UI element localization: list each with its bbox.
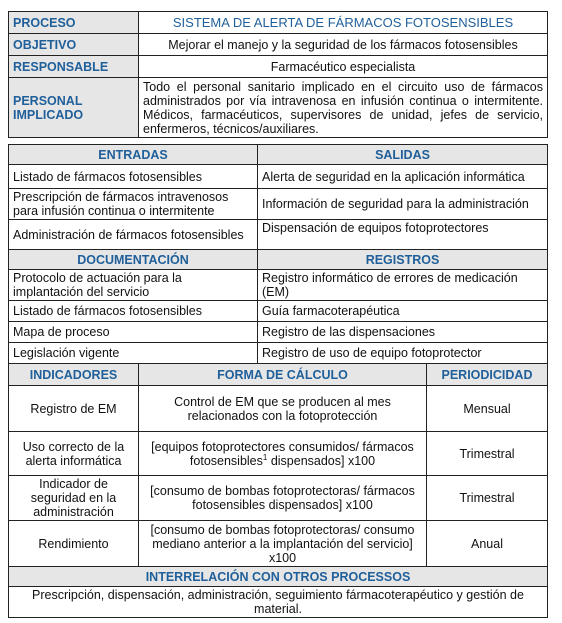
indicador-calculo bbox=[139, 432, 427, 476]
interrelacion-header: INTERRELACIÓN CON OTROS PROCESSOS bbox=[9, 567, 548, 587]
registro-item: Registro de las dispensaciones bbox=[258, 322, 548, 343]
indicador-calculo bbox=[139, 476, 427, 521]
process-table bbox=[8, 11, 548, 618]
proceso-label: PROCESO bbox=[9, 12, 139, 34]
row-responsable bbox=[9, 56, 548, 78]
indicador-calculo bbox=[139, 386, 427, 432]
entrada-item: Prescripción de fármacos intravenosos para infusión continua o intermitente bbox=[9, 189, 258, 220]
calculo-text: [equipos fotoprotectores consumidos/ fármacos fotosensibles bbox=[151, 439, 414, 468]
documentacion-item: Listado de fármacos fotosensibles bbox=[9, 301, 258, 322]
registro-item: Registro de uso de equipo fotoprotector bbox=[258, 343, 548, 364]
personal-value: Todo el personal sanitario implicado en el circuito uso de fármacos administrados por vía intravenosa en infusión continua o intermitente. Médicos, farmacéuticos, supervisores de unidad, jefes de servicio, enfermeros, técnicos/auxiliares. bbox=[139, 78, 548, 138]
documentacion-item: Protocolo de actuación para la implantación del servicio bbox=[9, 270, 258, 301]
indicador-name: Indicador de seguridad en la administración bbox=[9, 476, 139, 521]
calculo-text: [consumo de bombas fotoprotectoras/ fármacos fotosensibles dispensados] x100 bbox=[150, 484, 415, 512]
objetivo-label: OBJETIVO bbox=[9, 34, 139, 56]
footnote-marker: 1 bbox=[262, 452, 268, 462]
indicador-name: Rendimiento bbox=[9, 521, 139, 567]
indicador-periodicidad: Trimestral bbox=[427, 432, 548, 476]
calculo-text: [consumo de bombas fotoprotectoras/ consumo mediano anterior a la implantación del servicio] x100 bbox=[150, 522, 415, 565]
table-row bbox=[9, 270, 548, 301]
row-interrelacion bbox=[9, 587, 548, 618]
responsable-value: Farmacéutico especialista bbox=[139, 56, 548, 78]
periodicidad-header: PERIODICIDAD bbox=[427, 364, 548, 386]
salidas-header: SALIDAS bbox=[258, 145, 548, 165]
indicador-periodicidad: Mensual bbox=[427, 386, 548, 432]
table-row bbox=[9, 189, 548, 220]
table-row bbox=[9, 220, 548, 250]
row-proceso bbox=[9, 12, 548, 34]
personal-label-line2: IMPLICADO bbox=[13, 107, 84, 122]
table-row bbox=[9, 322, 548, 343]
calculo-text-after: dispensados] x100 bbox=[267, 453, 376, 468]
row-indicadores-header bbox=[9, 364, 548, 386]
calculo-header: FORMA DE CÁLCULO bbox=[139, 364, 427, 386]
personal-label-line1: PERSONAL bbox=[13, 93, 83, 108]
documentacion-header: DOCUMENTACIÓN bbox=[9, 250, 258, 270]
table-row bbox=[9, 432, 548, 476]
indicadores-header: INDICADORES bbox=[9, 364, 139, 386]
row-personal bbox=[9, 78, 548, 138]
salida-item: Información de seguridad para la administración bbox=[258, 189, 548, 220]
table-row bbox=[9, 521, 548, 567]
documentacion-item: Legislación vigente bbox=[9, 343, 258, 364]
proceso-value: SISTEMA DE ALERTA DE FÁRMACOS FOTOSENSIBLES bbox=[139, 12, 548, 34]
indicador-name: Uso correcto de la alerta informática bbox=[9, 432, 139, 476]
table-row bbox=[9, 386, 548, 432]
interrelacion-value: Prescripción, dispensación, administración, seguimiento fármacoterapéutico y gestión de material. bbox=[9, 587, 548, 618]
salida-item: Dispensación de equipos fotoprotectores bbox=[258, 220, 548, 250]
indicador-calculo bbox=[139, 521, 427, 567]
registro-item: Guía farmacoterapéutica bbox=[258, 301, 548, 322]
entradas-header: ENTRADAS bbox=[9, 145, 258, 165]
objetivo-value: Mejorar el manejo y la seguridad de los fármacos fotosensibles bbox=[139, 34, 548, 56]
spacer bbox=[9, 138, 548, 145]
table-row bbox=[9, 476, 548, 521]
registros-header: REGISTROS bbox=[258, 250, 548, 270]
table-row bbox=[9, 165, 548, 189]
responsable-label: RESPONSABLE bbox=[9, 56, 139, 78]
table-row bbox=[9, 343, 548, 364]
indicador-periodicidad: Anual bbox=[427, 521, 548, 567]
entrada-item: Listado de fármacos fotosensibles bbox=[9, 165, 258, 189]
documentacion-item: Mapa de proceso bbox=[9, 322, 258, 343]
registro-item: Registro informático de errores de medicación (EM) bbox=[258, 270, 548, 301]
row-interrelacion-header bbox=[9, 567, 548, 587]
row-doc-reg-header bbox=[9, 250, 548, 270]
row-objetivo bbox=[9, 34, 548, 56]
indicador-name: Registro de EM bbox=[9, 386, 139, 432]
entrada-item: Administración de fármacos fotosensibles bbox=[9, 220, 258, 250]
calculo-text: Control de EM que se producen al mes relacionados con la fotoprotección bbox=[174, 394, 391, 423]
table-row bbox=[9, 301, 548, 322]
indicador-periodicidad: Trimestral bbox=[427, 476, 548, 521]
salida-item: Alerta de seguridad en la aplicación informática bbox=[258, 165, 548, 189]
row-entradas-salidas-header bbox=[9, 145, 548, 165]
personal-label bbox=[9, 78, 139, 138]
